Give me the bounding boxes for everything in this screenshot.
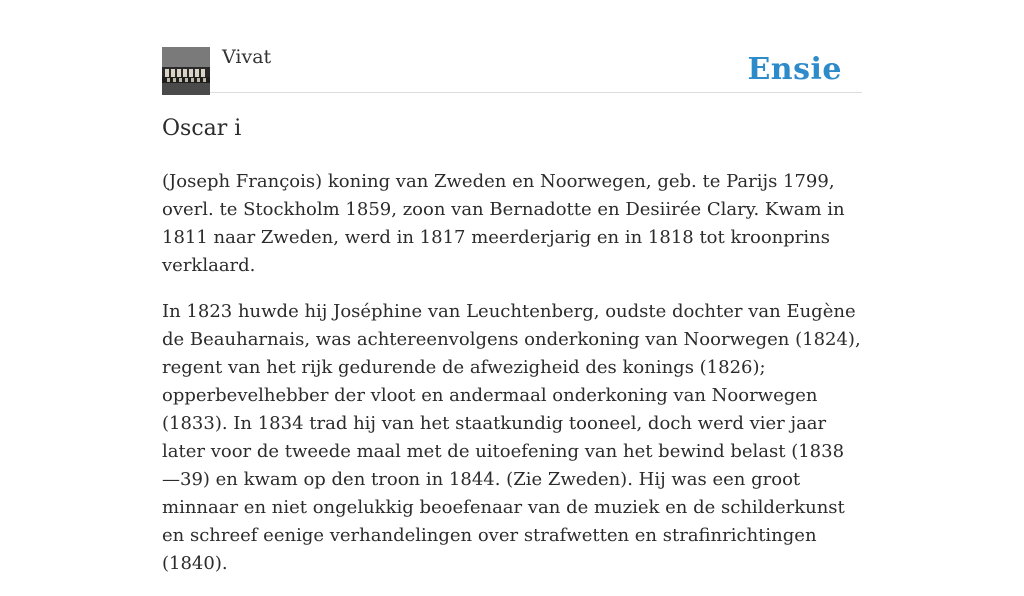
article-title: Oscar i: [162, 116, 242, 141]
article-paragraph: (Joseph François) koning van Zweden en Noorwegen, geb. te Parijs 1799, overl. te Stockholm 1859, zoon van Bernadotte en Desiirée Clary. Kwam in 1811 naar Zweden, werd in 1817 meerderjarig en in 1818 tot kroonprins verklaard.: [162, 171, 845, 276]
author-avatar[interactable]: [162, 47, 210, 95]
author-name[interactable]: Vivat: [222, 46, 272, 68]
article-paragraph: In 1823 huwde hij Joséphine van Leuchtenberg, oudste dochter van Eugène de Beauharnais, was achtereenvolgens onderkoning van Noorwegen (1824), regent van het rijk gedurende de afwezigheid des konings (1826); opperbevelhebber der vloot en andermaal onderkoning van Noorwegen (1833). In 1834 trad hij van het staatkundig tooneel, doch werd vier jaar later voor de tweede maal met de uitoefening van het bewind belast (1838—39) en kwam op den troon in 1844. (Zie Zweden). Hij was een groot minnaar en niet ongelukkig beoefenaar van de muziek en de schilderkunst en schreef eenige verhandelingen over strafwetten en strafinrichtingen (1840).: [162, 301, 861, 574]
header: [162, 0, 862, 93]
article-body: [162, 168, 862, 596]
page: [162, 0, 862, 574]
brand-logo[interactable]: Ensie: [747, 52, 842, 87]
typewriter-keys-photo-icon: [162, 47, 210, 95]
